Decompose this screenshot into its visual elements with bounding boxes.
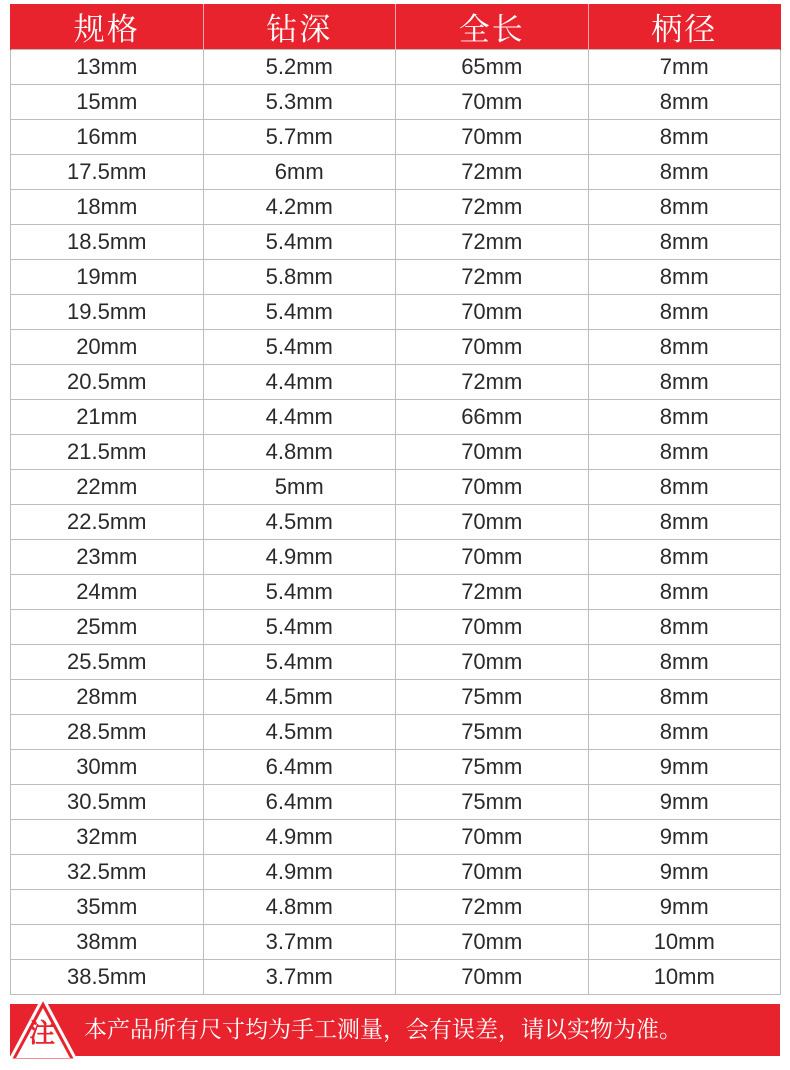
table-row xyxy=(11,435,781,470)
cell-drill-depth: 4.5mm xyxy=(203,680,396,715)
cell-total-length: 72mm xyxy=(396,225,589,260)
cell-spec: 30.5mm xyxy=(11,785,204,820)
table-row xyxy=(11,645,781,680)
table-row xyxy=(11,295,781,330)
cell-drill-depth: 5.4mm xyxy=(203,295,396,330)
cell-spec: 38.5mm xyxy=(11,960,204,995)
cell-spec: 22.5mm xyxy=(11,505,204,540)
cell-spec: 21mm xyxy=(11,400,204,435)
cell-total-length: 75mm xyxy=(396,785,589,820)
cell-drill-depth: 6mm xyxy=(203,155,396,190)
note-bar xyxy=(10,1004,780,1056)
cell-drill-depth: 4.4mm xyxy=(203,365,396,400)
cell-total-length: 70mm xyxy=(396,505,589,540)
table-row xyxy=(11,225,781,260)
cell-drill-depth: 5.4mm xyxy=(203,330,396,365)
cell-drill-depth: 6.4mm xyxy=(203,785,396,820)
cell-shank-diameter: 8mm xyxy=(588,330,781,365)
cell-drill-depth: 6.4mm xyxy=(203,750,396,785)
cell-total-length: 70mm xyxy=(396,330,589,365)
cell-total-length: 75mm xyxy=(396,680,589,715)
cell-drill-depth: 4.9mm xyxy=(203,820,396,855)
cell-spec: 19.5mm xyxy=(11,295,204,330)
cell-spec: 28mm xyxy=(11,680,204,715)
table-row xyxy=(11,750,781,785)
cell-drill-depth: 4.8mm xyxy=(203,890,396,925)
cell-total-length: 72mm xyxy=(396,365,589,400)
cell-drill-depth: 3.7mm xyxy=(203,960,396,995)
cell-spec: 23mm xyxy=(11,540,204,575)
cell-drill-depth: 4.5mm xyxy=(203,715,396,750)
cell-total-length: 72mm xyxy=(396,260,589,295)
cell-spec: 15mm xyxy=(11,85,204,120)
cell-shank-diameter: 8mm xyxy=(588,85,781,120)
cell-total-length: 75mm xyxy=(396,750,589,785)
table-row xyxy=(11,855,781,890)
cell-drill-depth: 4.9mm xyxy=(203,855,396,890)
cell-shank-diameter: 8mm xyxy=(588,365,781,400)
cell-total-length: 70mm xyxy=(396,85,589,120)
cell-shank-diameter: 8mm xyxy=(588,680,781,715)
cell-drill-depth: 3.7mm xyxy=(203,925,396,960)
table-row xyxy=(11,890,781,925)
table-row xyxy=(11,505,781,540)
cell-drill-depth: 5.4mm xyxy=(203,225,396,260)
cell-drill-depth: 5.2mm xyxy=(203,50,396,85)
spec-table-body xyxy=(11,50,781,995)
cell-spec: 21.5mm xyxy=(11,435,204,470)
table-row xyxy=(11,785,781,820)
cell-spec: 25mm xyxy=(11,610,204,645)
cell-spec: 20.5mm xyxy=(11,365,204,400)
cell-total-length: 70mm xyxy=(396,295,589,330)
cell-spec: 28.5mm xyxy=(11,715,204,750)
cell-total-length: 66mm xyxy=(396,400,589,435)
cell-total-length: 72mm xyxy=(396,155,589,190)
cell-shank-diameter: 8mm xyxy=(588,400,781,435)
cell-drill-depth: 4.5mm xyxy=(203,505,396,540)
cell-spec: 19mm xyxy=(11,260,204,295)
table-row xyxy=(11,155,781,190)
table-row xyxy=(11,960,781,995)
spec-table xyxy=(10,4,781,995)
table-row xyxy=(11,470,781,505)
cell-shank-diameter: 8mm xyxy=(588,610,781,645)
cell-spec: 22mm xyxy=(11,470,204,505)
table-row xyxy=(11,365,781,400)
cell-shank-diameter: 8mm xyxy=(588,470,781,505)
spec-table-header xyxy=(11,4,781,50)
table-row xyxy=(11,120,781,155)
table-row xyxy=(11,715,781,750)
cell-spec: 32mm xyxy=(11,820,204,855)
cell-spec: 25.5mm xyxy=(11,645,204,680)
cell-shank-diameter: 8mm xyxy=(588,645,781,680)
cell-spec: 30mm xyxy=(11,750,204,785)
table-row xyxy=(11,400,781,435)
note-badge-label: 注 xyxy=(28,1019,55,1049)
cell-shank-diameter: 9mm xyxy=(588,820,781,855)
cell-shank-diameter: 9mm xyxy=(588,750,781,785)
cell-shank-diameter: 8mm xyxy=(588,295,781,330)
cell-drill-depth: 5mm xyxy=(203,470,396,505)
table-row xyxy=(11,610,781,645)
cell-shank-diameter: 8mm xyxy=(588,575,781,610)
cell-shank-diameter: 8mm xyxy=(588,505,781,540)
table-row xyxy=(11,925,781,960)
header-cell-spec: 规格 xyxy=(11,4,204,50)
cell-shank-diameter: 8mm xyxy=(588,435,781,470)
table-row xyxy=(11,330,781,365)
cell-shank-diameter: 8mm xyxy=(588,260,781,295)
cell-shank-diameter: 8mm xyxy=(588,715,781,750)
cell-shank-diameter: 8mm xyxy=(588,155,781,190)
cell-shank-diameter: 9mm xyxy=(588,890,781,925)
cell-total-length: 72mm xyxy=(396,575,589,610)
table-row xyxy=(11,680,781,715)
cell-total-length: 70mm xyxy=(396,540,589,575)
cell-total-length: 70mm xyxy=(396,855,589,890)
header-row xyxy=(11,4,781,50)
cell-drill-depth: 5.7mm xyxy=(203,120,396,155)
cell-shank-diameter: 8mm xyxy=(588,190,781,225)
note-text: 本产品所有尺寸均为手工测量，会有误差，请以实物为准。 xyxy=(84,1017,682,1043)
table-row xyxy=(11,575,781,610)
table-row xyxy=(11,260,781,295)
cell-drill-depth: 5.4mm xyxy=(203,645,396,680)
cell-spec: 18.5mm xyxy=(11,225,204,260)
cell-total-length: 70mm xyxy=(396,610,589,645)
cell-drill-depth: 4.4mm xyxy=(203,400,396,435)
table-row xyxy=(11,540,781,575)
cell-total-length: 70mm xyxy=(396,645,589,680)
cell-spec: 17.5mm xyxy=(11,155,204,190)
cell-spec: 35mm xyxy=(11,890,204,925)
cell-spec: 38mm xyxy=(11,925,204,960)
table-row xyxy=(11,190,781,225)
cell-total-length: 72mm xyxy=(396,890,589,925)
cell-total-length: 65mm xyxy=(396,50,589,85)
cell-drill-depth: 4.2mm xyxy=(203,190,396,225)
table-row xyxy=(11,50,781,85)
header-cell-total-length: 全长 xyxy=(396,4,589,50)
table-row xyxy=(11,820,781,855)
cell-spec: 18mm xyxy=(11,190,204,225)
header-cell-drill-depth: 钻深 xyxy=(203,4,396,50)
cell-shank-diameter: 9mm xyxy=(588,855,781,890)
cell-shank-diameter: 9mm xyxy=(588,785,781,820)
cell-shank-diameter: 8mm xyxy=(588,120,781,155)
cell-drill-depth: 4.9mm xyxy=(203,540,396,575)
cell-shank-diameter: 8mm xyxy=(588,540,781,575)
cell-spec: 13mm xyxy=(11,50,204,85)
cell-drill-depth: 4.8mm xyxy=(203,435,396,470)
cell-total-length: 70mm xyxy=(396,820,589,855)
cell-shank-diameter: 10mm xyxy=(588,960,781,995)
cell-shank-diameter: 10mm xyxy=(588,925,781,960)
table-row xyxy=(11,85,781,120)
cell-total-length: 70mm xyxy=(396,960,589,995)
cell-total-length: 75mm xyxy=(396,715,589,750)
cell-spec: 24mm xyxy=(11,575,204,610)
cell-shank-diameter: 8mm xyxy=(588,225,781,260)
cell-drill-depth: 5.3mm xyxy=(203,85,396,120)
cell-total-length: 70mm xyxy=(396,120,589,155)
cell-total-length: 70mm xyxy=(396,435,589,470)
cell-spec: 16mm xyxy=(11,120,204,155)
cell-drill-depth: 5.4mm xyxy=(203,575,396,610)
header-cell-shank-diameter: 柄径 xyxy=(588,4,781,50)
cell-total-length: 72mm xyxy=(396,190,589,225)
cell-spec: 20mm xyxy=(11,330,204,365)
cell-total-length: 70mm xyxy=(396,925,589,960)
cell-shank-diameter: 7mm xyxy=(588,50,781,85)
cell-drill-depth: 5.8mm xyxy=(203,260,396,295)
cell-drill-depth: 5.4mm xyxy=(203,610,396,645)
cell-spec: 32.5mm xyxy=(11,855,204,890)
cell-total-length: 70mm xyxy=(396,470,589,505)
